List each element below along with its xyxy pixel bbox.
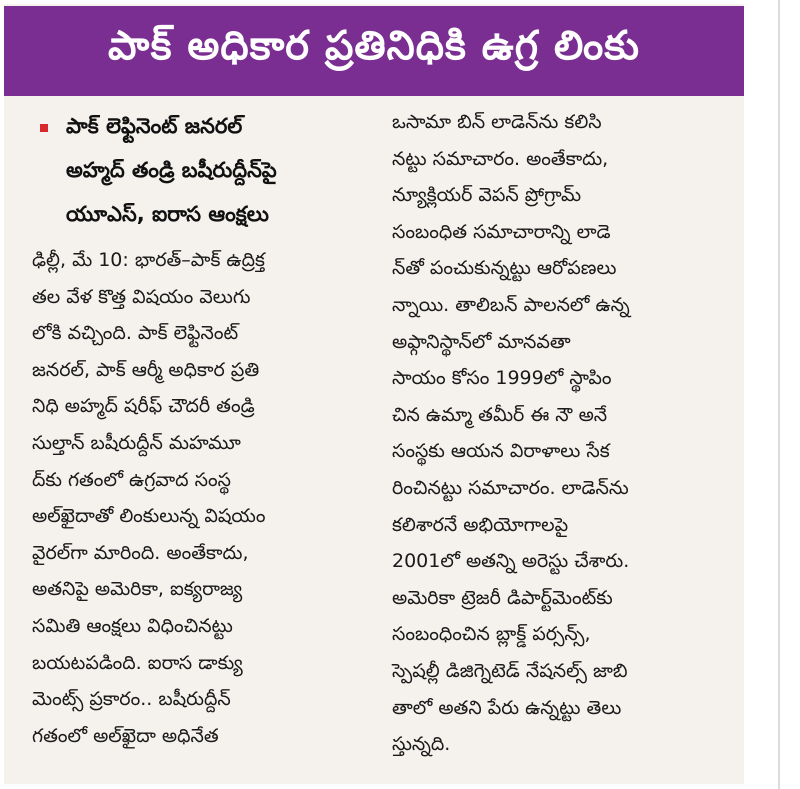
body-line: అఫ్గానిస్థాన్‌లో మానవతా	[392, 330, 571, 353]
right-column	[392, 104, 732, 763]
left-column	[32, 104, 362, 754]
body-line: స్తున్నది.	[392, 733, 451, 756]
subheading	[40, 104, 362, 236]
body-line: ఢిల్లీ, మే 10: భారత్–పాక్ ఉద్రిక్త	[32, 249, 265, 271]
body-line: జనరల్, పాక్ ఆర్మీ అధికార ప్రతి	[32, 358, 260, 381]
body-line: వైరల్‌గా మారింది. అంతేకాదు,	[32, 541, 249, 564]
body-line: లోకి వచ్చింది. పాక్ లెఫ్టినెంట్	[32, 322, 239, 345]
headline-bar	[4, 6, 744, 96]
subheading-line: యూఎస్, ఐరాస ఆంక్షలు	[66, 202, 269, 226]
body-line: సమితి ఆంక్షలు విధించినట్టు	[32, 614, 233, 637]
body-line: స్పెషల్లీ డిజిగ్నెటెడ్ నేషనల్స్ జాబి	[392, 659, 628, 682]
body-line: గతంలో అల్‌ఖైదా అధినేత	[32, 724, 219, 747]
headline: పాక్ అధికార ప్రతినిధికి ఉగ్ర లింకు	[108, 23, 640, 69]
body-line: సంస్థకు ఆయన విరాళాలు సేక	[392, 440, 610, 463]
subheading-line: పాక్ లెఫ్టినెంట్ జనరల్	[66, 114, 243, 138]
body-line: అతనిపై అమెరికా, ఐక్యరాజ్య	[32, 578, 243, 601]
body-line: సంబంధిత సమాచారాన్ని లాడె	[392, 220, 611, 243]
body-line: న్‌తో పంచుకున్నట్టు ఆరోపణలు	[392, 257, 617, 280]
body-line: అమెరికా ట్రెజరీ డిపార్ట్‌మెంట్‌కు	[392, 586, 613, 609]
body-line: న్యూక్లియర్ వెపన్ ప్రోగ్రామ్	[392, 184, 582, 207]
body-line: 2001లో అతన్ని అరెస్టు చేశారు.	[392, 550, 630, 573]
body-line: మెంట్స్ ప్రకారం.. బషీరుద్దీన్	[32, 688, 231, 711]
body-line: ఒసామా బిన్ లాడెన్‌ను కలిసి	[392, 111, 602, 133]
body-line: నట్టు సమాచారం. అంతేకాదు,	[392, 147, 609, 170]
left-column-body	[32, 242, 362, 754]
body-line: ద్‌కు గతంలో ఉగ్రవాద సంస్థ	[32, 468, 231, 491]
body-line: చిన ఉమ్మా తమీర్ ఈ నౌ అనే	[392, 403, 608, 426]
body-line: రించినట్టు సమాచారం. లాడెన్‌ను	[392, 476, 629, 499]
body-line: నిధి అహ్మద్ షరీఫ్ చౌదరీ తండ్రి	[32, 395, 255, 418]
body-line: అల్‌ఖైదాతో లింకులున్న విషయం	[32, 505, 266, 528]
body-line: సుల్తాన్ బషీరుద్దీన్ మహమూ	[32, 431, 241, 454]
body-line: సంబంధించిన బ్లాక్డ్ పర్సన్స్,	[392, 623, 591, 646]
subheading-line: అహ్మద్ తండ్రి బషీరుద్దీన్‌పై	[66, 158, 277, 182]
bullet-square-icon	[40, 124, 48, 132]
body-line: న్నాయి. తాలిబన్ పాలనలో ఉన్న	[392, 293, 630, 316]
body-line: కలిశారనే అభియోగాలపై	[392, 513, 569, 536]
body-line: బయటపడింది. ఐరాస డాక్యు	[32, 651, 243, 674]
body-line: తాలో అతని పేరు ఉన్నట్టు తెలు	[392, 696, 622, 719]
body-line: తల వేళ కొత్త విషయం వెలుగు	[32, 285, 251, 308]
page-divider	[778, 0, 780, 789]
body-line: సాయం కోసం 1999లో స్థాపిం	[392, 367, 612, 390]
